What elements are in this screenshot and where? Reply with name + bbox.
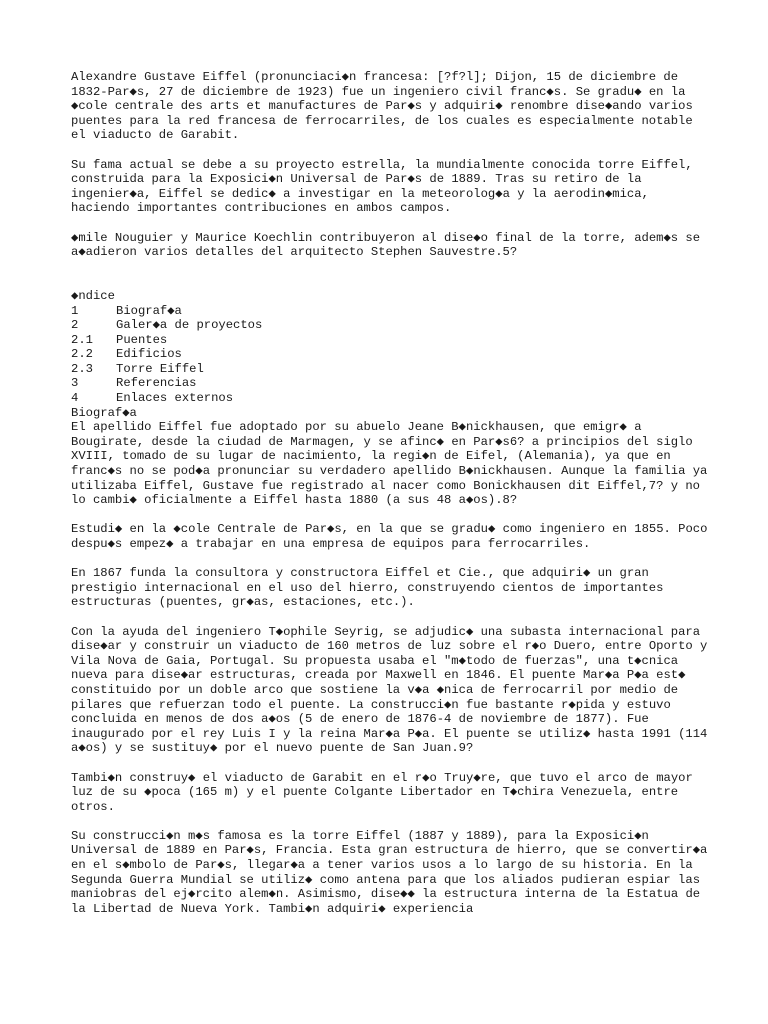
toc-item-number: 3	[71, 376, 79, 391]
toc-item	[71, 376, 711, 391]
toc-item-label: Referencias	[116, 376, 197, 391]
toc-item-label: Puentes	[116, 332, 168, 347]
toc-item	[71, 391, 711, 406]
toc-item-label: Biograf◆a	[116, 303, 182, 318]
toc-item-number: 1	[71, 303, 79, 318]
toc-item-number: 2.2	[71, 347, 93, 362]
toc-item-number: 2.3	[71, 361, 93, 376]
bio-paragraph-2: Estudi◆ en la ◆cole Centrale de Par◆s, en la que se gradu◆ como ingeniero en 1855. Poco despu◆s empez◆ a trabajar en una empresa de equipos para ferrocarriles.	[71, 522, 715, 551]
bio-paragraph-1: El apellido Eiffel fue adoptado por su abuelo Jeane B◆nickhausen, que emigr◆ a Bougirate, desde la ciudad de Marmagen, y se afinc◆ en Par◆s6? a principios del siglo XVIII, tomado de su lugar de nacimiento, la regi◆n de Eifel, (Alemania), ya que en franc◆s no se pod◆a pronunciar su verdadero apellido B◆nickhausen. Aunque la familia ya utilizaba Eiffel, Gustave fue registrado al nacer como Bonickhausen dit Eiffel,7? y no lo cambi◆ oficialmente a Eiffel hasta 1880 (a sus 48 a◆os).8?	[71, 420, 715, 508]
toc-item	[71, 318, 711, 333]
toc-item	[71, 362, 711, 377]
toc-item-number: 2.1	[71, 332, 93, 347]
document-page	[71, 70, 715, 916]
intro-paragraph-2: Su fama actual se debe a su proyecto estrella, la mundialmente conocida torre Eiffel, construida para la Exposici◆n Universal de Par◆s de 1889. Tras su retiro de la ingenier◆a, Eiffel se dedic◆ a investigar en la meteorolog◆a y la aerodin◆mica, haciendo importantes contribuciones en ambos campos.	[71, 157, 700, 216]
toc-item-number: 2	[71, 318, 79, 333]
toc-item-label: Edificios	[116, 347, 182, 362]
bio-paragraph-4: Con la ayuda del ingeniero T◆ophile Seyrig, se adjudic◆ una subasta internacional para dise◆ar y construir un viaducto de 160 metros de luz sobre el r◆o Duero, entre Oporto y Vila Nova de Gaia, Portugal. Su propuesta usaba el "m◆todo de fuerzas", una t◆cnica nueva para dise◆ar estructuras, creada por Maxwell en 1846. El puente Mar◆a P◆a est◆ constituido por un doble arco que sostiene la v◆a ◆nica de ferrocarril por medio de pilares que refuerzan todo el puente. La construcci◆n fue bastante r◆pida y estuvo concluida en menos de dos a◆os (5 de enero de 1876-4 de noviembre de 1877). Fue inaugurado por el rey Luis I y la reina Mar◆a P◆a. El puente se utiliz◆ hasta 1991 (114 a◆os) y se sustituy◆ por el nuevo puente de San Juan.9?	[71, 624, 715, 756]
bio-paragraph-5: Tambi◆n construy◆ el viaducto de Garabit en el r◆o Truy◆re, que tuvo el arco de mayor luz de su ◆poca (165 m) y el puente Colgante Libertador en T◆chira Venezuela, entre otros.	[71, 770, 701, 814]
intro-paragraph-3: ◆mile Nouguier y Maurice Koechlin contribuyeron al dise◆o final de la torre, adem◆s se a◆adieron varios detalles del arquitecto Stephen Sauvestre.5?	[71, 230, 708, 260]
toc-item-label: Enlaces externos	[116, 391, 234, 406]
section-heading: Biograf◆a	[71, 405, 137, 420]
bio-paragraph-6: Su construcci◆n m◆s famosa es la torre Eiffel (1887 y 1889), para la Exposici◆n Universal de 1889 en Par◆s, Francia. Esta gran estructura de hierro, que se convertir◆a en el s◆mbolo de Par◆s, llegar◆a a tener varios usos a lo largo de su historia. En la Segunda Guerra Mundial se utiliz◆ como antena para que los aliados pudieran espiar las maniobras del ej◆rcito alem◆n. Asimismo, dise◆◆ la estructura interna de la Estatua de la Libertad de Nueva York. Tambi◆n adquiri◆ experiencia	[71, 828, 715, 916]
toc-title: ◆ndice	[71, 288, 115, 303]
toc-item-number: 4	[71, 391, 79, 406]
toc-item	[71, 304, 711, 319]
table-of-contents	[71, 289, 711, 406]
toc-item	[71, 347, 711, 362]
bio-paragraph-3: En 1867 funda la consultora y constructora Eiffel et Cie., que adquiri◆ un gran prestigio internacional en el uso del hierro, construyendo cientos de importantes estructuras (puentes, gr◆as, estaciones, etc.).	[71, 566, 671, 610]
toc-item	[71, 333, 711, 348]
toc-item-label: Torre Eiffel	[116, 361, 204, 376]
intro-paragraph-1: Alexandre Gustave Eiffel (pronunciaci◆n francesa: [?f?l]; Dijon, 15 de diciembre de 1832-Par◆s, 27 de diciembre de 1923) fue un ingeniero civil franc◆s. Se gradu◆ en la ◆cole centrale des arts et manufactures de Par◆s y adquiri◆ renombre dise◆ando varios puentes para la red francesa de ferrocarriles, de los cuales es especialmente notable el viaducto de Garabit.	[71, 70, 701, 143]
toc-item-label: Galer◆a de proyectos	[116, 318, 263, 333]
